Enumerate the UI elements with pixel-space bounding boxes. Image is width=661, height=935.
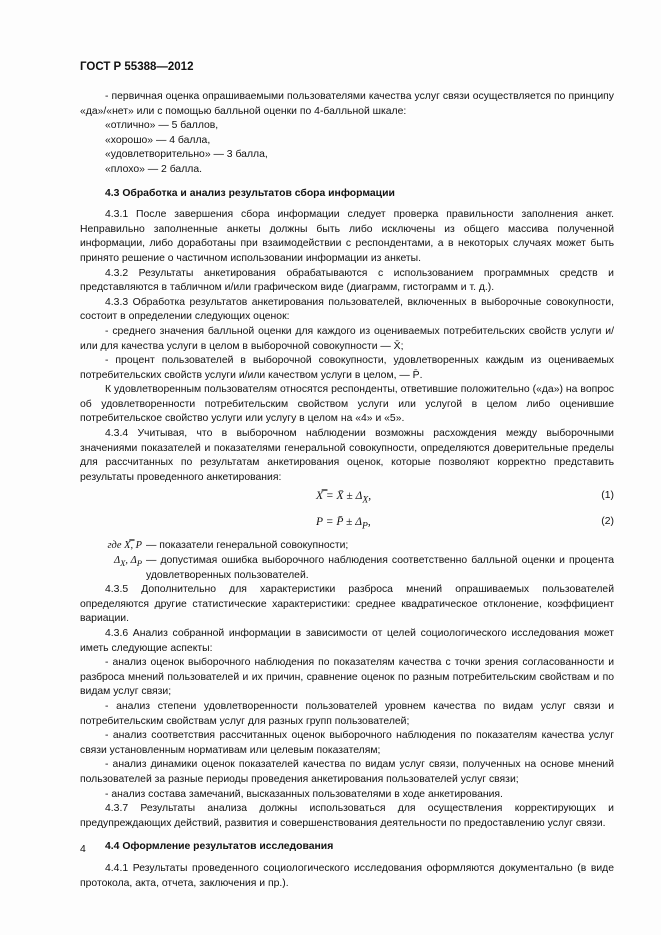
formula-1 (80, 487, 614, 509)
formula-1-number: (1) (601, 490, 614, 502)
formula-1-expression: X̿ = X̄ ± $\Delta_X$, (316, 490, 372, 506)
bullet-percent-satisfied: - процент пользователей в выборочной совокупности, удовлетворенных каждым из оцениваемых потребительских свойств услуги и/или качеством услуги в целом, — P̄. (80, 355, 614, 381)
paragraph-4-3-7: 4.3.7 Результаты анализа должны использоваться для осуществления корректирующих и предупреждающих действий, развития и совершенствования деятельности по предоставлению услуг связи. (80, 803, 614, 829)
formula-2-number: (2) (601, 516, 614, 528)
legend-description: — показатели генеральной совокупности; (146, 540, 349, 552)
aspect-item: - анализ оценок выборочного наблюдения по показателям качества с точки зрения согласованности и разброса мнений пользователей и их причин, сравнение оценок по разным потребительским свойствам и по видам услуг связи; (80, 657, 614, 698)
aspect-item: - анализ степени удовлетворенности пользователей уровнем качества по видам услуг связи и потребительским свойствам услуг для разных групп пользователей; (80, 700, 614, 727)
paragraph-satisfied-users: К удовлетворенным пользователям относятся респонденты, ответившие положительно («да») на вопрос об удовлетворенности потребительским свойством услуги или услугой в целом либо оценившие потребительское свойство услуги или услугу в целом на «4» и «5». (80, 384, 614, 425)
paragraph-4-3-5: 4.3.5 Дополнительно для характеристики разброса мнений опрашиваемых пользователей определяются другие статистические характеристики: среднее квадратическое отклонение, коэффициент вариации. (80, 584, 614, 625)
legend-symbols: $\Delta_X$, $\Delta_P$ (113, 555, 142, 569)
formula-2 (80, 513, 614, 535)
paragraph-4-3-2: 4.3.2 Результаты анкетирования обрабатываются с использованием программных средств и представляются в табличном и/или графическом виде (диаграмм, гистограмм и т. д.). (80, 267, 614, 294)
scale-item: «хорошо» — 4 балла, (105, 134, 211, 146)
legend-general-population (80, 539, 614, 554)
legend-permissible-error (80, 554, 614, 583)
aspect-item: - анализ динамики оценок показателей качества по видам услуг связи, полученных на основе мнений пользователей за разные периоды проведения анкетирования пользователей услуг связи; (80, 759, 614, 785)
page-body (80, 90, 614, 891)
scale-item: «плохо» — 2 балла. (105, 163, 202, 175)
bullet-mean-score: - среднего значения балльной оценки для каждого из оцениваемых потребительских свойств услуги и/или для качества услуги в целом в выборочной совокупности — X̄; (80, 325, 614, 352)
scale-list (80, 119, 614, 177)
legend-symbols: где X̿, P (107, 540, 142, 552)
paragraph-4-3-6: 4.3.6 Анализ собранной информации в зависимости от целей социологического исследования может иметь следующие аспекты: (80, 628, 614, 654)
section-heading-4-4: 4.4 Оформление результатов исследования (105, 841, 334, 853)
standard-code-header: ГОСТ Р 55388—2012 (80, 61, 194, 73)
scale-item: «отлично» — 5 баллов, (105, 120, 219, 132)
aspect-item: - анализ соответствия рассчитанных оценок выборочного наблюдения по показателям качества услуг связи установленным нормативам или целевым показателям; (80, 730, 614, 756)
scale-intro: - первичная оценка опрашиваемыми пользователями качества услуг связи осуществляется по принципу «да»/«нет» или с помощью балльной оценки по 4-балльной шкале: (80, 91, 614, 117)
section-heading-4-3: 4.3 Обработка и анализ результатов сбора информации (105, 187, 395, 199)
paragraph-4-3-3: 4.3.3 Обработка результатов анкетирования пользователей, включенных в выборочные совокупности, состоит в определении следующих оценок: (80, 296, 614, 323)
paragraph-4-3-4: 4.3.4 Учитывая, что в выборочном наблюдении возможны расхождения между выборочными значениями показателей и показателями генеральной совокупности, определяются доверительные пределы для рассчитанных по результатам анкетирования оценок, которые позволяют корректно представить результаты проведенного анкетирования: (80, 428, 614, 483)
scale-item: «удовлетворительно» — 3 балла, (105, 149, 268, 161)
paragraph-4-3-1: 4.3.1 После завершения сбора информации следует проверка правильности заполнения анкет. Неправильно заполненные анкеты должны быть либо исключены из общего массива полученной информации, либо доработаны при взаимодействии с респондентами, а в некоторых случаях может быть принято решение о частичном использовании информации из анкеты. (80, 209, 614, 264)
paragraph-4-4-1: 4.4.1 Результаты проведенного социологического исследования оформляются документально (в виде протокола, акта, отчета, заключения и пр.). (80, 862, 614, 889)
formula-2-expression: P = P̄ ± $\Delta_P$, (316, 516, 371, 532)
legend-description: — допустимая ошибка выборочного наблюдения соответственно балльной оценки и процента удовлетворенных пользователей. (146, 555, 614, 581)
page-number: 4 (80, 844, 86, 855)
aspect-item: - анализ состава замечаний, высказанных пользователями в ходе анкетирования. (105, 788, 503, 800)
